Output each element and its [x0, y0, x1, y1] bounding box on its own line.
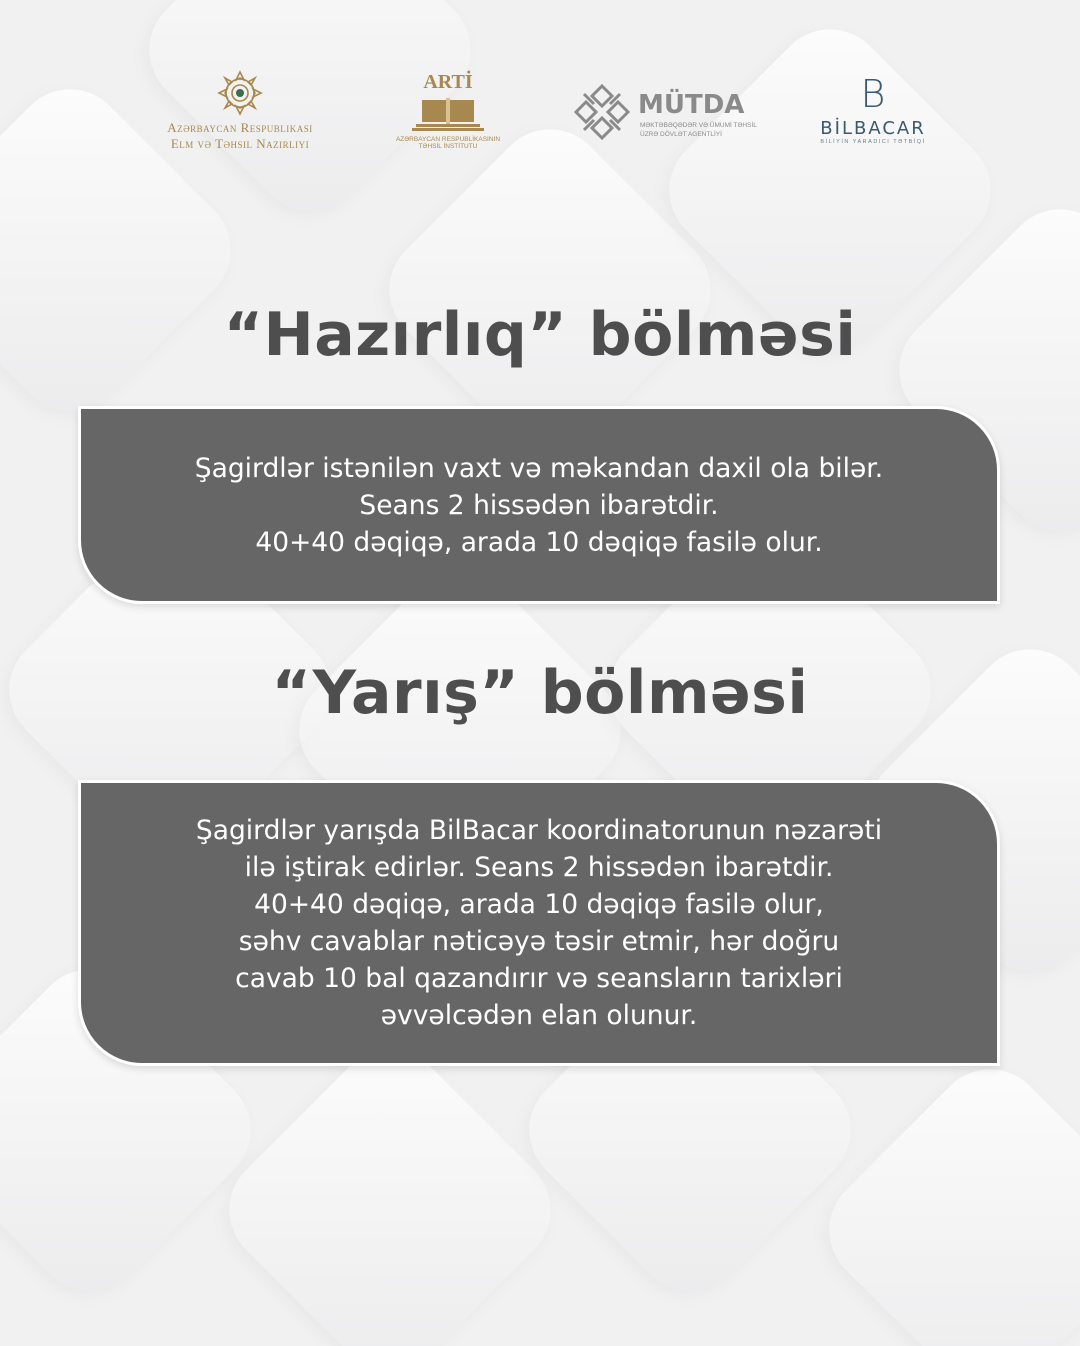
arti-name: ARTİ	[423, 71, 473, 93]
card-text	[195, 450, 883, 561]
card-line: 40+40 dəqiqə, arada 10 dəqiqə fasilə olur,	[254, 889, 824, 920]
ornament-icon	[572, 82, 632, 142]
card-line: Şagirdlər yarışda BilBacar koordinatorunun nəzarəti	[195, 815, 883, 846]
bilbacar-tagline: BİLİYİN YARADICI TƏTBİQİ	[820, 139, 926, 145]
info-card-yaris	[78, 780, 1000, 1066]
ministry-line1: Azərbaycan Respublikası	[167, 120, 313, 135]
ministry-line2: Elm və Təhsil Nazirliyi	[170, 136, 310, 151]
b-mark-icon: B	[860, 72, 886, 116]
card-line: Şagirdlər istənilən vaxt və məkandan daxil ola bilər.	[194, 452, 884, 484]
arti-line2: TƏHSİL İNSTİTUTU	[418, 143, 478, 150]
section-title-yaris: “Yarış” bölməsi	[271, 658, 809, 728]
arti-line1: AZƏRBAYCAN RESPUBLİKASININ	[395, 136, 501, 143]
card-line: ilə iştirak edirlər. Seans 2 hissədən ibarətdir.	[244, 852, 834, 883]
section-title-hazirliq: “Hazırlıq” bölməsi	[223, 300, 857, 370]
mutda-line2: ÜZRƏ DÖVLƏT AGENTLİYİ	[640, 131, 722, 138]
arti-logo	[392, 60, 504, 150]
emblem-icon	[217, 70, 263, 116]
bilbacar-logo	[808, 60, 938, 145]
card-text	[196, 812, 882, 1034]
info-card-hazirliq	[78, 406, 1000, 604]
mutda-line1: MƏKTƏBƏQƏDƏR VƏ ÜMUMİ TƏHSİL	[640, 122, 757, 129]
ministry-logo	[140, 60, 340, 152]
partner-logos	[0, 60, 1080, 170]
book-icon	[412, 94, 484, 132]
card-line: Seans 2 hissədən ibarətdir.	[359, 489, 719, 521]
card-line: cavab 10 bal qazandırır və seansların tarixləri	[235, 963, 843, 994]
card-line: səhv cavablar nəticəyə təsir etmir, hər doğru	[238, 926, 840, 957]
card-line: əvvəlcədən elan olunur.	[380, 1000, 698, 1031]
mutda-name: MÜTDA	[638, 90, 745, 120]
bilbacar-name: BİLBACAR	[820, 118, 926, 139]
card-line: 40+40 dəqiqə, arada 10 dəqiqə fasilə olur.	[255, 526, 823, 558]
